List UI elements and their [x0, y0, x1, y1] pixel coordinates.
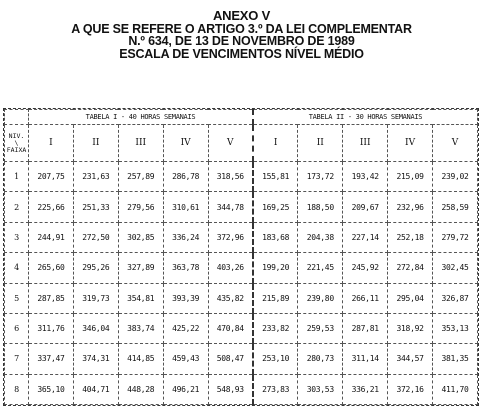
value-cell: 227,14: [343, 222, 388, 252]
value-cell: 280,73: [298, 344, 343, 374]
table-row: [5, 313, 478, 343]
value-cell: 302,45: [433, 253, 478, 283]
table-group-30h: TABELA II - 30 HORAS SEMANAIS: [253, 110, 478, 125]
faixa-cell: 7: [5, 344, 29, 374]
annex-title: ANEXO V: [212, 8, 271, 23]
value-cell: 215,09: [388, 162, 433, 192]
table-row: [5, 253, 478, 283]
table-group-header-row: [5, 110, 478, 125]
level-header: III: [118, 125, 163, 162]
faixa-cell: 2: [5, 192, 29, 222]
value-cell: 231,63: [73, 162, 118, 192]
value-cell: 336,21: [343, 374, 388, 404]
value-cell: 215,89: [253, 283, 298, 313]
value-cell: 344,78: [208, 192, 253, 222]
value-cell: 327,89: [118, 253, 163, 283]
value-cell: 365,10: [29, 374, 74, 404]
value-cell: 272,84: [388, 253, 433, 283]
value-cell: 363,78: [163, 253, 208, 283]
value-cell: 225,66: [29, 192, 74, 222]
document-heading: [0, 10, 483, 60]
value-cell: 193,42: [343, 162, 388, 192]
value-cell: 310,61: [163, 192, 208, 222]
value-cell: 411,70: [433, 374, 478, 404]
value-cell: 209,67: [343, 192, 388, 222]
faixa-cell: 6: [5, 313, 29, 343]
value-cell: 372,96: [208, 222, 253, 252]
value-cell: 239,80: [298, 283, 343, 313]
value-cell: 508,47: [208, 344, 253, 374]
value-cell: 459,43: [163, 344, 208, 374]
level-header: V: [208, 125, 253, 162]
value-cell: 425,22: [163, 313, 208, 343]
value-cell: 311,76: [29, 313, 74, 343]
value-cell: 319,73: [73, 283, 118, 313]
value-cell: 279,72: [433, 222, 478, 252]
value-cell: 287,81: [343, 313, 388, 343]
value-cell: 393,39: [163, 283, 208, 313]
table-row: [5, 162, 478, 192]
scale-title: ESCALA DE VENCIMENTOS NÍVEL MÉDIO: [119, 46, 364, 61]
table-row: [5, 283, 478, 313]
value-cell: 383,74: [118, 313, 163, 343]
table-row: [5, 374, 478, 404]
level-header: I: [29, 125, 74, 162]
level-header: II: [298, 125, 343, 162]
faixa-cell: 3: [5, 222, 29, 252]
value-cell: 251,33: [73, 192, 118, 222]
value-cell: 188,50: [298, 192, 343, 222]
value-cell: 435,82: [208, 283, 253, 313]
value-cell: 258,59: [433, 192, 478, 222]
value-cell: 302,85: [118, 222, 163, 252]
value-cell: 344,57: [388, 344, 433, 374]
value-cell: 287,85: [29, 283, 74, 313]
level-header: I: [253, 125, 298, 162]
value-cell: 403,26: [208, 253, 253, 283]
value-cell: 286,78: [163, 162, 208, 192]
faixa-cell: 4: [5, 253, 29, 283]
value-cell: 245,92: [343, 253, 388, 283]
value-cell: 448,28: [118, 374, 163, 404]
value-cell: 354,81: [118, 283, 163, 313]
value-cell: 155,81: [253, 162, 298, 192]
level-header: IV: [163, 125, 208, 162]
value-cell: 207,75: [29, 162, 74, 192]
table-row: [5, 222, 478, 252]
value-cell: 374,31: [73, 344, 118, 374]
value-cell: 496,21: [163, 374, 208, 404]
corner-label-slash: \: [14, 138, 19, 147]
value-cell: 257,89: [118, 162, 163, 192]
corner-label-nivel: NIV.: [8, 131, 25, 140]
table-body: [5, 162, 478, 405]
law-number-date: N.º 634, DE 13 DE NOVEMBRO DE 1989: [128, 34, 355, 48]
level-header: II: [73, 125, 118, 162]
level-header: V: [433, 125, 478, 162]
faixa-cell: 8: [5, 374, 29, 404]
annex-reference: A QUE SE REFERE O ARTIGO 3.º DA LEI COMPLEMENTAR: [71, 21, 412, 36]
level-header: IV: [388, 125, 433, 162]
value-cell: 204,38: [298, 222, 343, 252]
value-cell: 272,50: [73, 222, 118, 252]
value-cell: 318,56: [208, 162, 253, 192]
value-cell: 265,60: [29, 253, 74, 283]
value-cell: 336,24: [163, 222, 208, 252]
value-cell: 303,53: [298, 374, 343, 404]
value-cell: 295,04: [388, 283, 433, 313]
value-cell: 173,72: [298, 162, 343, 192]
table-group-40h: TABELA I - 40 HORAS SEMANAIS: [29, 110, 253, 125]
value-cell: 169,25: [253, 192, 298, 222]
value-cell: 253,10: [253, 344, 298, 374]
value-cell: 221,45: [298, 253, 343, 283]
value-cell: 311,14: [343, 344, 388, 374]
faixa-cell: 1: [5, 162, 29, 192]
table-row: [5, 344, 478, 374]
corner-label: [5, 125, 29, 162]
faixa-cell: 5: [5, 283, 29, 313]
value-cell: 295,26: [73, 253, 118, 283]
corner-label-faixa: FAIXA: [6, 145, 27, 154]
salary-grid: [4, 109, 478, 405]
value-cell: 470,84: [208, 313, 253, 343]
value-cell: 199,20: [253, 253, 298, 283]
value-cell: 232,96: [388, 192, 433, 222]
salary-table: [3, 108, 479, 406]
value-cell: 346,04: [73, 313, 118, 343]
level-header: III: [343, 125, 388, 162]
value-cell: 353,13: [433, 313, 478, 343]
value-cell: 252,18: [388, 222, 433, 252]
value-cell: 273,83: [253, 374, 298, 404]
corner-blank: [5, 110, 29, 125]
table-row: [5, 192, 478, 222]
value-cell: 372,16: [388, 374, 433, 404]
value-cell: 318,92: [388, 313, 433, 343]
value-cell: 183,68: [253, 222, 298, 252]
value-cell: 414,85: [118, 344, 163, 374]
value-cell: 548,93: [208, 374, 253, 404]
level-header-row: [5, 125, 478, 162]
value-cell: 266,11: [343, 283, 388, 313]
value-cell: 233,82: [253, 313, 298, 343]
value-cell: 279,56: [118, 192, 163, 222]
value-cell: 239,02: [433, 162, 478, 192]
value-cell: 326,87: [433, 283, 478, 313]
value-cell: 404,71: [73, 374, 118, 404]
value-cell: 244,91: [29, 222, 74, 252]
value-cell: 381,35: [433, 344, 478, 374]
value-cell: 337,47: [29, 344, 74, 374]
value-cell: 259,53: [298, 313, 343, 343]
